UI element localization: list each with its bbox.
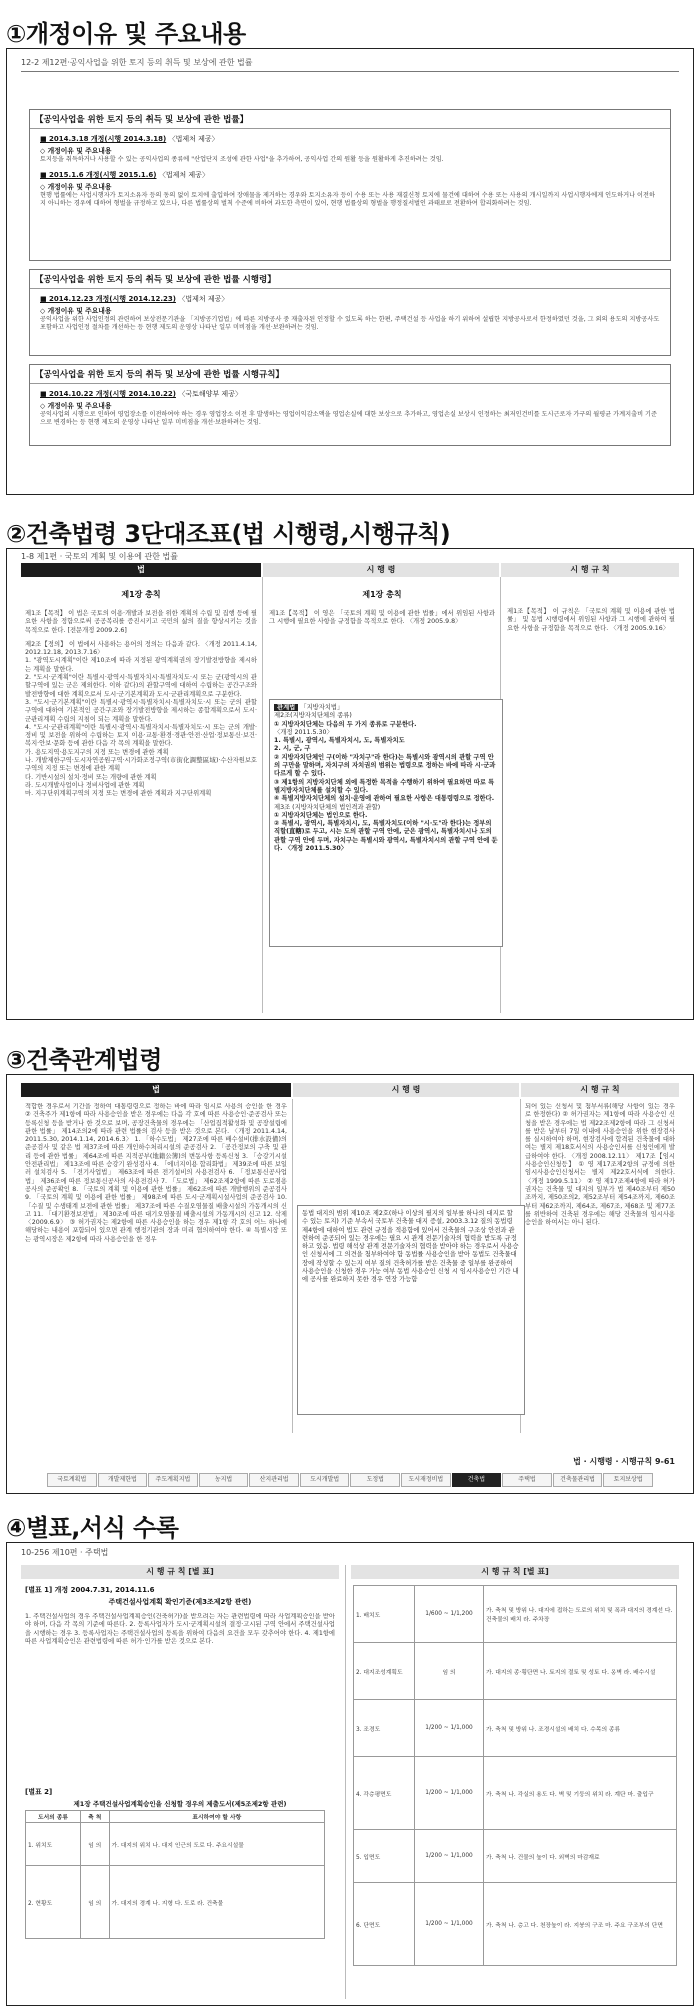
related-law-line: 제2조(지방자치단체의 종류) xyxy=(274,712,352,720)
related-law-line: ④ 특별지방자치단체의 설치·운영에 관하여 필요한 사항은 대통령령으로 정한다. xyxy=(274,795,495,803)
article: 2. "도시·군계획"이란 특별시·광역시·특별자치시·특별자치도·시 또는 군(광역시의 관할구역에 있는 군은 제외한다. 이하 같다)의 관할구역에 대하여 수립하는 공간구조와 발전방향에 대한 계획으로서 도시·군기본계획과 도시·군관리계획으로 구분한다. xyxy=(25,674,257,698)
rule-column: 되어 있는 신청서 및 첨부서류(해당 사항이 있는 경우로 한정한다) ② 허가권자는 제1항에 따라 사용승인 신청을 받은 경우에는 법 제22조제2항에 따라 그 신청서를 받은 날부터 7일 이내에 사용승인을 위한 현장검사를 실시하여야 하며, 현장검사에 합격된 건축물에 대하여는 별지 제18호서식의 사용승인서를 신청인에게 발급하여야 한다. 〈개정 2008.12.11〉 제17조【임시사용승인신청등】 ① 영 제17조제2항의 규정에 의한 임시사용승인신청서는 별지 제22호서식에 의한다. 〈개정 1999.5.11〉 ② 영 제17조제4항에 따라 허가권자는 건축물 및 대지의 일부가 법 제40조부터 제50조까지, 제50조의2, 제52조부터 제54조까지, 제60조부터 제62조까지, 제64조, 제67조, 제68조 및 제77조를 위반하여 건축된 경우에는 해당 건축물의 임시사용승인을 하여서는 아니 된다. xyxy=(525,1103,675,1227)
amend-note: 〈법제처 제공〉 xyxy=(158,171,209,180)
article: 3. "도시·군기본계획"이란 특별시·광역시·특별자치시·특별자치도·시 또는 군의 관할구역에 대하여 기본적인 공간구조와 장기발전방향을 제시하는 종합계획으로서 도시·군관리계획 수립의 지침이 되는 계획을 말한다. xyxy=(25,698,257,723)
table-row: 1. 위치도 임 의 가. 대지의 위치 나. 대지 인근의 도로 다. 주요시설물 xyxy=(26,1823,325,1866)
article: 가. 용도지역·용도지구의 지정 또는 변경에 관한 계획 xyxy=(25,748,169,756)
chapter-title: 제1장 총칙 xyxy=(362,590,402,599)
section-title: ①개정이유 및 주요내용 xyxy=(6,20,246,48)
article: 라. 도시개발사업이나 정비사업에 관한 계획 xyxy=(25,781,145,789)
table-caption: 제1장 주택건설사업계획승인을 신청할 경우의 제출도서(제5조제2항 관련) xyxy=(73,1800,287,1808)
article: 제1조【목적】 이 법은 국토의 이용·개발과 보전을 위한 계획의 수립 및 집행 등에 필요한 사항을 정함으로써 공공복리를 증진시키고 국민의 삶의 질을 향상시키는 것을 목적으로 한다. [전문개정 2009.2.6] xyxy=(25,610,257,634)
revision-box xyxy=(29,364,671,446)
tab-index-active[interactable]: 건축법 xyxy=(452,1473,502,1487)
related-case-box xyxy=(297,1205,525,1415)
amend-date: ■ 2015.1.6 개정(시행 2015.1.6) xyxy=(40,171,157,180)
tab-index[interactable]: 토지보상법 xyxy=(603,1473,653,1487)
amend-date: ■ 2014.12.23 개정(시행 2014.12.23) xyxy=(40,295,176,303)
column-head-law: 법 xyxy=(21,563,261,577)
column-head-left: 시 행 규 칙 [별 표] xyxy=(21,1565,339,1579)
case-text: 동법 대지의 범위 제10조 제2호(하나 이상의 필지의 일부를 하나의 대지로 할 수 있는 토지) 기준 부속서 국토부 건축물 대지 증설, 2003.3.12 질의 동법령 제4항에 대하여 법도 관련 규정을 적용함에 있어서 건축물의 구조상 안전과 관련하여 준공되어 있는 경우에는 필요 시 관계 전문기술자의 협력을 받도록 규정하고 있음. 법령 해석상 관계 전문기술자의 협력을 받아야 하는 경우로서 사용승인 신청서에 그 의견을 첨부하여야 함 동법률 사용승인을 받아 동법도 건축물대장에 작성할 수 있는지 여부 질의 건축허가를 받은 건축물 중 일부를 완공하여 사용승인을 신청한 경우 가능 여부 동법 사용승인 신청 시 임시사용승인 기간 내에 공사를 완료하지 못한 경우 연장 가능함 xyxy=(302,1210,519,1284)
section-4 xyxy=(0,1500,700,2012)
related-law-box xyxy=(269,699,503,947)
tab-index[interactable]: 농지법 xyxy=(199,1473,249,1487)
page-preview-related-law xyxy=(6,1074,694,1494)
related-law-line: 제3조 (지방자치단체의 법인격과 관할) xyxy=(274,803,381,811)
column-head-decree: 시 행 령 xyxy=(263,563,499,577)
box-title: 【공익사업을 위한 토지 등의 취득 및 보상에 관한 법률 시행령】 xyxy=(30,270,670,289)
table-row: 6. 단면도 1/200 ~ 1/1,000 가. 축척 나. 층고 다. 천장높이 라. 지붕의 구조 마. 주요 구조부의 단면 xyxy=(354,1883,677,1966)
table-row: 2. 대지조성계획도 임 의 가. 대지의 종·횡단면 나. 토지의 절토 및 성토 다. 옹벽 라. 배수시설 xyxy=(354,1643,677,1700)
column-head-law: 법 xyxy=(21,1083,291,1097)
page-header: 10-256 제10편 · 주택법 xyxy=(21,1548,109,1557)
reason-text: 토지등을 취득하거나 사용할 수 있는 공익사업의 종류에 "산업단지 조성에 관한 사업"을 추가하여, 공익사업 간의 원활 등을 원활하게 추진하려는 것임. xyxy=(40,156,444,163)
related-law-line: 2. 시, 군, 구 xyxy=(274,745,311,753)
page-header: 12-2 제12편·공익사업을 위한 토지 등의 취득 및 보상에 관한 법률 xyxy=(21,58,253,67)
reason-heading: ◇ 개정이유 및 주요내용 xyxy=(40,307,112,315)
tab-index[interactable]: 산지관리법 xyxy=(249,1473,299,1487)
tab-index[interactable]: 건축물관리법 xyxy=(553,1473,603,1487)
article: 제1조【목적】 이 영은 「국토의 계획 및 이용에 관한 법률」에서 위임된 사항과 그 시행에 필요한 사항을 규정함을 목적으로 한다. 〈개정 2005.9.8〉 xyxy=(269,610,495,626)
related-law-line: ③ 제1항의 지방자치단체 외에 특정한 목적을 수행하기 위하여 필요하면 따로 특별지방자치단체를 설치할 수 있다. xyxy=(274,778,495,794)
article: 1. "광역도시계획"이란 제10조에 따라 지정된 광역계획권의 장기발전방향을 제시하는 계획을 말한다. xyxy=(25,657,257,673)
page-preview-revision xyxy=(6,48,694,495)
chapter-title: 제1장 총칙 xyxy=(121,590,161,599)
column-head-decree: 시 행 령 xyxy=(293,1083,519,1097)
tab-index[interactable]: 도시재정비법 xyxy=(401,1473,451,1487)
table-title: [별표 2] xyxy=(25,1788,53,1796)
left-column xyxy=(25,1585,335,1939)
column-head-right: 시 행 규 칙 [별 표] xyxy=(351,1565,679,1579)
reason-heading: ◇ 개정이유 및 주요내용 xyxy=(40,402,112,410)
related-law-line: 1. 특별시, 광역시, 특별자치시, 도, 특별자치도 xyxy=(274,737,405,745)
revision-box xyxy=(29,109,671,261)
appendix-text: 1. 주택건설사업의 경우 주택건설사업계획승인(건축허가)을 받으려는 자는 관련법령에 따라 사업계획승인을 받아야 하며, 다음 각 목의 기준에 따른다. 2. 등록사업자가 도시·군계획시설의 결정·고시된 구역 안에서 주택건설사업을 시행하는 경우 3. 등록사업자는 주택건설사업의 등록을 위하여 다음의 요건을 모두 갖추어야 한다. 4. 제1항에 따른 사업계획승인은 관련법령에 따른 허가·인가를 받은 것으로 본다. xyxy=(25,1613,335,1645)
article: 4. "도시·군관리계획"이란 특별시·광역시·특별자치시·특별자치도·시 또는 군의 개발·정비 및 보전을 위하여 수립하는 토지 이용·교통·환경·경관·안전·산업·정보통신·보건·복지·안보·문화 등에 관한 다음 각 목의 계획을 말한다. xyxy=(25,723,257,748)
tab-index[interactable]: 개발제한법 xyxy=(98,1473,148,1487)
related-law-label: 관계법 xyxy=(274,704,298,711)
section-1 xyxy=(0,0,700,500)
table-row: 3. 조경도 1/200 ~ 1/1,000 가. 축척 및 방위 나. 조경시설의 배치 다. 수목의 종류 xyxy=(354,1700,677,1757)
page-preview-comparison xyxy=(6,548,694,1020)
reason-heading: ◇ 개정이유 및 주요내용 xyxy=(40,147,112,155)
section-2 xyxy=(0,500,700,1030)
amend-note: 〈국토해양부 제공〉 xyxy=(178,390,242,398)
article: 제2조【정의】 이 법에서 사용하는 용어의 정의는 다음과 같다. 〈개정 2011.4.14, 2012.12.18, 2013.7.16〉 xyxy=(25,640,257,657)
article: 나. 개발제한구역·도시자연공원구역·시가화조정구역(市街化調整區域)·수산자원보호구역의 지정 또는 변경에 관한 계획 xyxy=(25,757,257,773)
section-title: ④별표,서식 수록 xyxy=(6,1514,179,1542)
section-3 xyxy=(0,1030,700,1500)
article: 마. 지구단위계획구역의 지정 또는 변경에 관한 계획과 지구단위계획 xyxy=(25,790,212,798)
related-law-line: ② 특별시, 광역시, 특별자치시, 도, 특별자치도(이하 "시·도"라 한다)는 정부의 직할(直轄)로 두고, 시는 도의 관할 구역 안에, 군은 광역시, 특별자치시나 도의 관할 구역 안에 두며, 자치구는 특별시와 광역시, 특별자치시의 관할 구역 안에 둔다. 〈개정 2011.5.30〉 xyxy=(274,820,498,853)
column-head-rule: 시 행 규 칙 xyxy=(521,1083,679,1097)
related-law-line: ② 지방자치단체인 구(이하 "자치구"라 한다)는 특별시와 광역시의 관할 구역 안의 구만을 말하며, 자치구의 자치권의 범위는 법령으로 정하는 바에 따라 시·군과 다르게 할 수 있다. xyxy=(274,753,496,778)
article: 제1조【목적】 이 규칙은 「국토의 계획 및 이용에 관한 법률」 및 동법 시행령에서 위임된 사항과 그 시행에 관하여 필요한 사항을 규정함을 목적으로 한다. 〈개정 2005.9.16〉 xyxy=(507,608,675,632)
box-title: 【공익사업을 위한 토지 등의 취득 및 보상에 관한 법률】 xyxy=(30,110,670,129)
tab-index[interactable]: 주택법 xyxy=(502,1473,552,1487)
amend-date: ■ 2014.3.18 개정(시행 2014.3.18) xyxy=(40,135,167,143)
reason-text: 공익사업을 위한 사업인정의 관련하여 보상전문기관을 「지방공기업법」에 따른 지방공사 중 재출자된 인정할 수 있도록 하는 한편, 주택건설 등 사업을 하기 위하여 설립한 지방공사로서 한정하였던 것을, 그 외의 용도의 지방공사도 포함하고 사업인정 절차를 개선하는 등 현행 제도의 운영상 나타난 일부 미비점을 개선·보완하려는 것임. xyxy=(40,316,660,332)
appendix-subtitle: 주택건설사업계획 확인기준(제3조제2항 관련) xyxy=(108,1598,252,1606)
table-row: 2. 현황도 임 의 가. 대지의 경계 나. 지형 다. 도로 라. 건축물 xyxy=(26,1866,325,1939)
appendix-table xyxy=(25,1810,325,1939)
amend-note: 〈법제처 제공〉 xyxy=(168,135,219,143)
table-header: 도서의 종류 xyxy=(26,1811,81,1823)
revision-box xyxy=(29,269,671,356)
page-footer: 법 · 시행령 · 시행규칙 9-61 xyxy=(573,1457,675,1466)
article: 다. 기반시설의 설치·정비 또는 개량에 관한 계획 xyxy=(25,773,157,781)
related-law-line: ① 지방자치단체는 다음의 두 가지 종류로 구분한다. xyxy=(274,720,417,728)
amend-date: ■ 2014.10.22 개정(시행 2014.10.22) xyxy=(40,390,176,398)
section-title: ②건축법령 3단대조표(법 시행령,시행규칙) xyxy=(6,520,451,548)
appendix-title: [별표 1] 개정 2004.7.31, 2014.11.6 xyxy=(25,1586,155,1594)
table-header: 축 척 xyxy=(80,1811,109,1823)
table-header: 표시하여야 할 사항 xyxy=(109,1811,324,1823)
reason-heading: ◇ 개정이유 및 주요내용 xyxy=(40,183,112,192)
rule-column xyxy=(507,583,675,1013)
tab-index[interactable]: 도정법 xyxy=(350,1473,400,1487)
table-row: 1. 배치도 1/600 ~ 1/1,200 가. 축척 및 방위 나. 대지에 접하는 도로의 위치 및 폭과 대지의 경계선 다. 건축물의 배치 라. 주차장 xyxy=(354,1586,677,1643)
reason-text: 공익사업의 시행으로 인하여 영업장소를 이전하여야 하는 경우 영업장소 이전 후 발생하는 영업이익감소액을 영업손실에 대한 보상으로 추가하고, 영업손실 보상시 인정하는 최저인건비를 도시근로자 가구의 월평균 가계지출비 기준으로 변경하는 등 현행 제도의 운영상 나타난 일부 미비점을 개선·보완하려는 것임. xyxy=(40,411,657,427)
related-law-line: 〈개정 2011.5.30〉 xyxy=(274,728,333,736)
page-header: 1-8 제1편 · 국토의 계획 및 이용에 관한 법률 xyxy=(21,552,178,561)
law-column: 적합한 경우로서 기간을 정하여 대통령령으로 정하는 바에 따라 임시로 사용의 승인을 한 경우 ② 건축주가 제1항에 따라 사용승인을 받은 경우에는 다음 각 호에 따른 사용승인·준공검사 또는 등록신청 등을 받거나 한 것으로 보며, 공장건축물의 경우에는 「산업집적활성화 및 공장설립에 관한 법률」 제14조의2에 따라 관련 법률의 검사 등을 받은 것으로 본다. 〈개정 2011.4.14, 2011.5.30, 2014.1.14, 2014.6.3〉 1. 「하수도법」 제27조에 따른 배수설비(排水設備)의 준공검사 및 같은 법 제37조에 따른 개인하수처리시설의 준공검사 2. 「공간정보의 구축 및 관리 등에 관한 법률」 제64조에 따른 지적공부(地籍公簿)의 변동사항 등록신청 3. 「승강기시설 안전관리법」 제13조에 따른 승강기 완성검사 4. 「에너지이용 합리화법」 제39조에 따른 보일러 설치검사 5. 「전기사업법」 제63조에 따른 전기설비의 사용전검사 6. 「정보통신공사업법」 제36조에 따른 정보통신공사의 사용전검사 7. 「도로법」 제62조제2항에 따른 도로점용 공사의 준공확인 8. 「국토의 계획 및 이용에 관한 법률」 제62조에 따른 개발행위의 준공검사 9. 「국토의 계획 및 이용에 관한 법률」 제98조에 따른 도시·군계획시설사업의 준공검사 10. 「수질 및 수생태계 보전에 관한 법률」 제37조에 따른 수질오염물질 배출시설의 가동개시의 신고 11. 「대기환경보전법」 제30조에 따른 대기오염물질 배출시설의 가동개시의 신고 12. 삭제 〈2009.6.9〉 ③ 허가권자는 제2항에 따른 사용승인을 하는 경우 제1항 각 호의 어느 하나에 해당하는 내용이 포함되어 있으면 관계 행정기관의 장과 미리 협의하여야 한다. ④ 특별시장 또는 광역시장은 제2항에 따라 사용승인을 한 경우 xyxy=(25,1103,287,1243)
amend-note: 〈법제처 제공〉 xyxy=(178,295,229,303)
table-row: 4. 각층평면도 1/200 ~ 1/1,000 가. 축척 나. 각실의 용도 다. 벽 및 기둥의 위치 라. 계단 마. 출입구 xyxy=(354,1757,677,1830)
page-preview-appendix xyxy=(6,1542,694,2006)
related-law-line: 「지방자치법」 xyxy=(300,704,344,711)
tab-index[interactable]: 도시개발법 xyxy=(300,1473,350,1487)
drawing-list-table xyxy=(353,1585,677,1966)
related-law-line: ① 지방자치단체는 법인으로 한다. xyxy=(274,811,368,819)
box-title: 【공익사업을 위한 토지 등의 취득 및 보상에 관한 법률 시행규칙】 xyxy=(30,365,670,384)
law-index-tabs xyxy=(47,1473,653,1487)
tab-index[interactable]: 국토계획법 xyxy=(47,1473,97,1487)
section-title: ③건축관계법령 xyxy=(6,1046,162,1074)
tab-index[interactable]: 주도계획지법 xyxy=(148,1473,198,1487)
law-column xyxy=(25,583,257,1013)
reason-text: 현행 법률에는 사업시행자가 토지소유자 등의 동의 없이 토지에 출입하여 장애물을 제거하는 경우와 토지소유자 등이 수용 또는 사용 재결신청 토지에 물건에 대하여 수용 또는 사용의 개시일까지 사업시행자에게 인도하거나 이전하지 아니하는 경우에 대하여 형벌을 규정하고 있으나, 다른 법률상의 벌칙 수준에 비하여 과도한 측면이 있어, 현행 법률상의 형벌을 행정질서벌인 과태료로 전환하여 합리화하려는 것임. xyxy=(40,192,655,208)
table-row: 5. 입면도 1/200 ~ 1/1,000 가. 축척 나. 건물의 높이 다. 외벽의 마감재료 xyxy=(354,1830,677,1883)
column-head-rule: 시 행 규 칙 xyxy=(501,563,679,577)
